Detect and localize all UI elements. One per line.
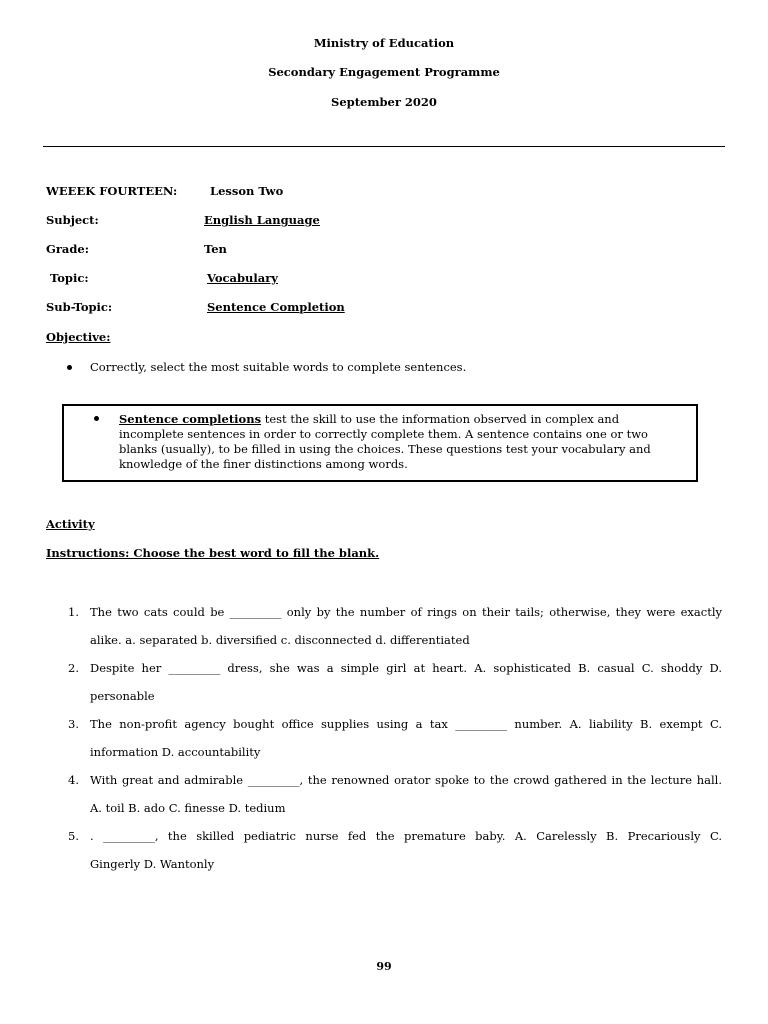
ministry-heading: Ministry of Education [313,36,455,50]
date-heading: September 2020 [331,95,437,109]
info-box-line: incomplete sentences in order to correctly complete them. A sentence contains one or two [119,427,648,441]
activity-heading: Activity [46,517,95,531]
info-box [62,404,698,482]
question-number: 5. [68,829,79,843]
question-choices: A. toil B. ado C. finesse D. tedium [90,801,286,815]
topic-value: Vocabulary [207,271,278,285]
question-number: 2. [68,661,79,675]
info-box-line: blanks (usually), to be filled in using the choices. These questions test your vocabulary and [119,442,651,456]
question-text: The non-profit agency bought office supplies using a tax _________ number. A. liability B. exempt C. [90,717,722,731]
info-box-text [119,412,679,472]
question-choices: Gingerly D. Wantonly [90,857,215,871]
question-choices: personable [90,689,155,703]
grade-label: Grade: [46,242,89,256]
question-choices: alike. a. separated b. diversified c. disconnected d. differentiated [90,633,470,647]
objective-heading: Objective: [46,330,111,344]
subject-value: English Language [204,213,320,227]
bullet-icon [67,365,72,370]
question-choices: information D. accountability [90,745,261,759]
subject-label: Subject: [46,213,99,227]
question-text: With great and admirable _________, the renowned orator spoke to the crowd gathered in the lecture hall. [90,773,722,787]
page-number: 99 [376,960,392,973]
subtopic-label: Sub-Topic: [46,300,113,314]
question-number: 4. [68,773,79,787]
question-number: 3. [68,717,79,731]
info-box-line: knowledge of the finer distinctions among words. [119,457,408,471]
subtopic-value: Sentence Completion [207,300,345,314]
question-number: 1. [68,605,79,619]
info-box-term: Sentence completions [119,412,262,426]
instructions: Instructions: Choose the best word to fill the blank. [46,546,380,560]
programme-heading: Secondary Engagement Programme [268,65,500,79]
bullet-icon [94,416,99,421]
header-divider [43,146,725,147]
lesson-value: Lesson Two [210,184,284,198]
question-text: Despite her _________ dress, she was a simple girl at heart. A. sophisticated B. casual C. shoddy D. [90,661,722,675]
week-label: WEEEK FOURTEEN: [46,184,178,198]
question-text: . _________, the skilled pediatric nurse fed the premature baby. A. Carelessly B. Precariously C. [90,829,722,843]
objective-item: Correctly, select the most suitable words to complete sentences. [90,360,467,374]
question-text: The two cats could be _________ only by the number of rings on their tails; otherwise, they were exactly [90,605,722,619]
topic-label: Topic: [50,271,89,285]
info-box-line: test the skill to use the information observed in complex and [261,412,620,426]
grade-value: Ten [204,242,227,256]
